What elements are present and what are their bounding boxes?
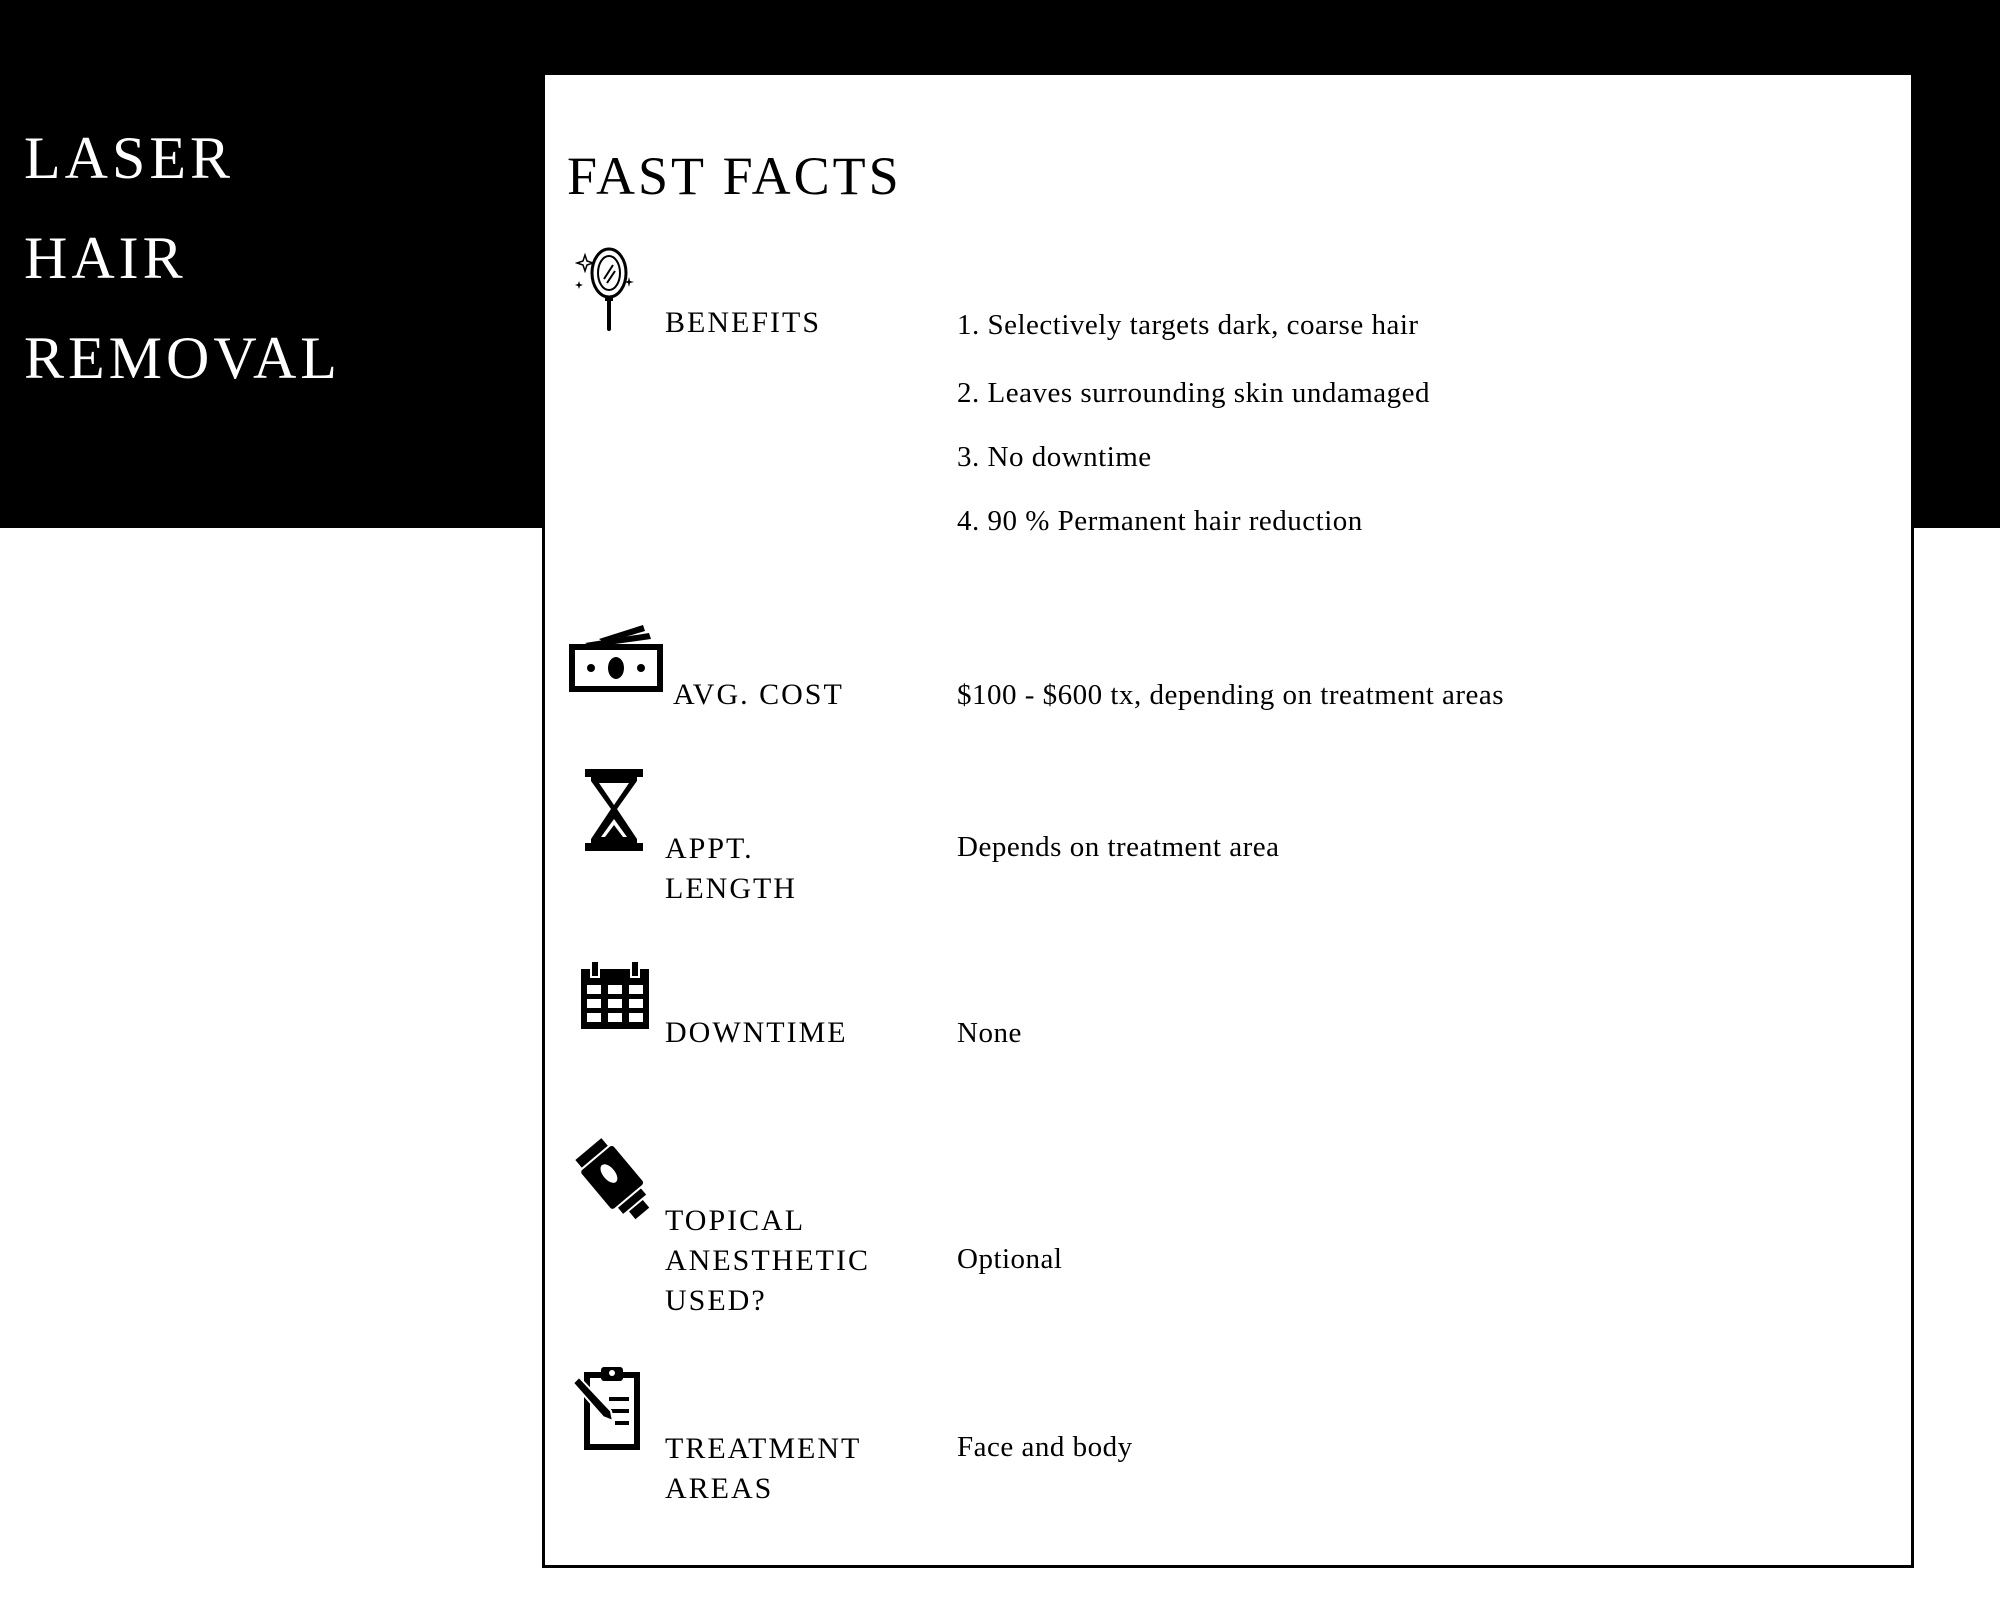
benefits-list: [957, 305, 1857, 585]
page-title: [24, 108, 341, 408]
hand-mirror-icon: [575, 243, 635, 335]
treatment-areas-value: Face and body: [957, 1431, 1133, 1463]
fast-facts-card: [542, 72, 1914, 1568]
treatment-areas-label-line: AREAS: [665, 1472, 774, 1505]
appt-length-label-line: APPT.: [665, 832, 754, 865]
benefit-item: 2. Leaves surrounding skin undamaged: [957, 377, 1431, 409]
benefits-label: BENEFITS: [665, 306, 822, 339]
topical-anesthetic-label-line: USED?: [665, 1284, 767, 1317]
treatment-areas-label: [665, 1429, 861, 1509]
calendar-icon: [579, 959, 651, 1031]
downtime-label: DOWNTIME: [665, 1016, 848, 1049]
benefit-item: 3. No downtime: [957, 441, 1152, 473]
clipboard-icon: [571, 1365, 641, 1451]
topical-anesthetic-label-line: ANESTHETIC: [665, 1244, 870, 1277]
title-line-laser: LASER: [24, 125, 235, 191]
treatment-areas-label-line: TREATMENT: [665, 1432, 862, 1465]
ointment-tube-icon: [571, 1137, 661, 1227]
appt-length-label-line: LENGTH: [665, 872, 797, 905]
appt-length-value: Depends on treatment area: [957, 831, 1280, 863]
avg-cost-label: AVG. COST: [673, 678, 844, 711]
benefit-item: 4. 90 % Permanent hair reduction: [957, 505, 1363, 537]
topical-anesthetic-value: Optional: [957, 1243, 1063, 1275]
hourglass-icon: [583, 767, 645, 853]
avg-cost-value: $100 - $600 tx, depending on treatment areas: [957, 679, 1505, 711]
appt-length-label: [665, 829, 797, 909]
downtime-value: None: [957, 1017, 1022, 1049]
money-bills-icon: [569, 621, 663, 693]
benefit-item: 1. Selectively targets dark, coarse hair: [957, 309, 1419, 341]
fast-facts-heading: FAST FACTS: [567, 146, 902, 206]
topical-anesthetic-label: [665, 1201, 870, 1321]
title-line-removal: REMOVAL: [24, 325, 341, 391]
title-line-hair: HAIR: [24, 225, 187, 291]
topical-anesthetic-label-line: TOPICAL: [665, 1204, 806, 1237]
